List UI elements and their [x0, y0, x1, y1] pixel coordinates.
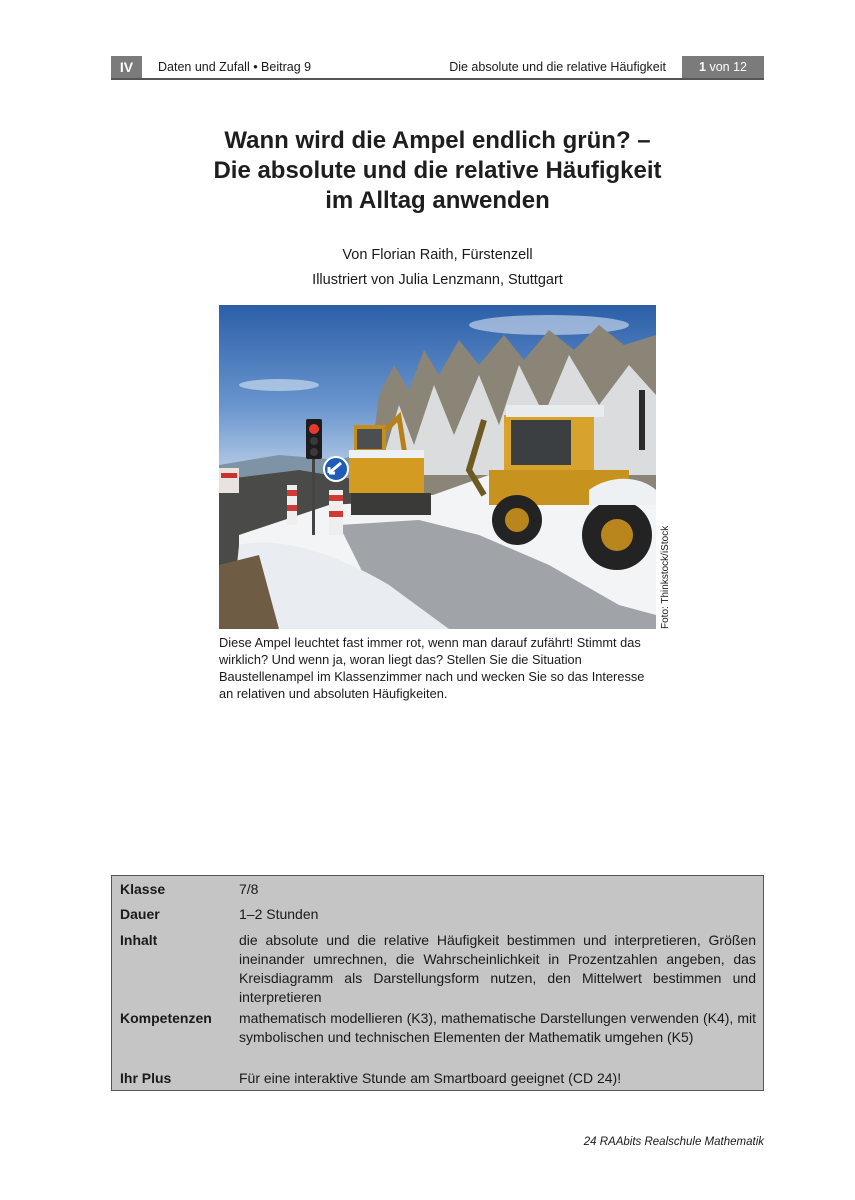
dauer-value: 1–2 Stunden	[239, 906, 319, 922]
header-topic: Die absolute und die relative Häufigkeit	[449, 60, 666, 74]
publication-footer: 24 RAAbits Realschule Mathematik	[583, 1136, 764, 1148]
title-line-3: im Alltag anwenden	[325, 187, 550, 214]
author-line: Von Florian Raith, Fürstenzell	[342, 247, 533, 263]
header-series: Daten und Zufall • Beitrag 9	[158, 60, 312, 74]
inhalt-label: Inhalt	[120, 932, 158, 948]
inhalt-value: die absolute und die relative Häufigkeit bestimmen und interpretieren, Größen ineinander umrechnen, die Wahrscheinlichkeit in Prozentzahlen angeben, das Kreisdiagramm als Darstellungsform nutzen, den Mittelwert bestimmen und interpretieren	[239, 932, 756, 1005]
klasse-value: 7/8	[239, 881, 259, 897]
kompetenzen-label: Kompetenzen	[120, 1010, 212, 1026]
illustrator-line: Illustriert von Julia Lenzmann, Stuttgart	[312, 272, 563, 288]
page-title	[111, 126, 764, 216]
plus-value: Für eine interaktive Stunde am Smartboard geeignet (CD 24)!	[239, 1070, 622, 1086]
title-line-2: Die absolute und die relative Häufigkeit	[213, 157, 662, 184]
photo-caption: Diese Ampel leuchtet fast immer rot, wenn man darauf zufährt! Stimmt das wirklich? Und wenn ja, woran liegt das? Stellen Sie die Situation Baustellenampel im Klassenzimmer nach und wecken Sie so das Interesse an relativen und absoluten Häufigkeiten.	[219, 635, 645, 701]
page-counter	[682, 56, 764, 78]
klasse-label: Klasse	[120, 881, 166, 897]
page-header	[111, 56, 764, 80]
kompetenzen-value: mathematisch modellieren (K3), mathematische Darstellungen verwenden (K4), mit symbolischen und technischen Elementen der Mathematik umgehen (K5)	[239, 1010, 756, 1045]
photo-credit: Foto: Thinkstock/iStock	[660, 525, 671, 629]
construction-site-photo	[219, 305, 656, 629]
lesson-info-box	[111, 875, 764, 1091]
page-total: von 12	[705, 60, 747, 74]
page-number: 1	[699, 60, 706, 74]
title-line-1: Wann wird die Ampel endlich grün? –	[224, 127, 651, 154]
section-badge: IV	[111, 56, 142, 78]
photo-illustration	[219, 305, 656, 629]
dauer-label: Dauer	[120, 906, 160, 922]
plus-label: Ihr Plus	[120, 1070, 172, 1086]
